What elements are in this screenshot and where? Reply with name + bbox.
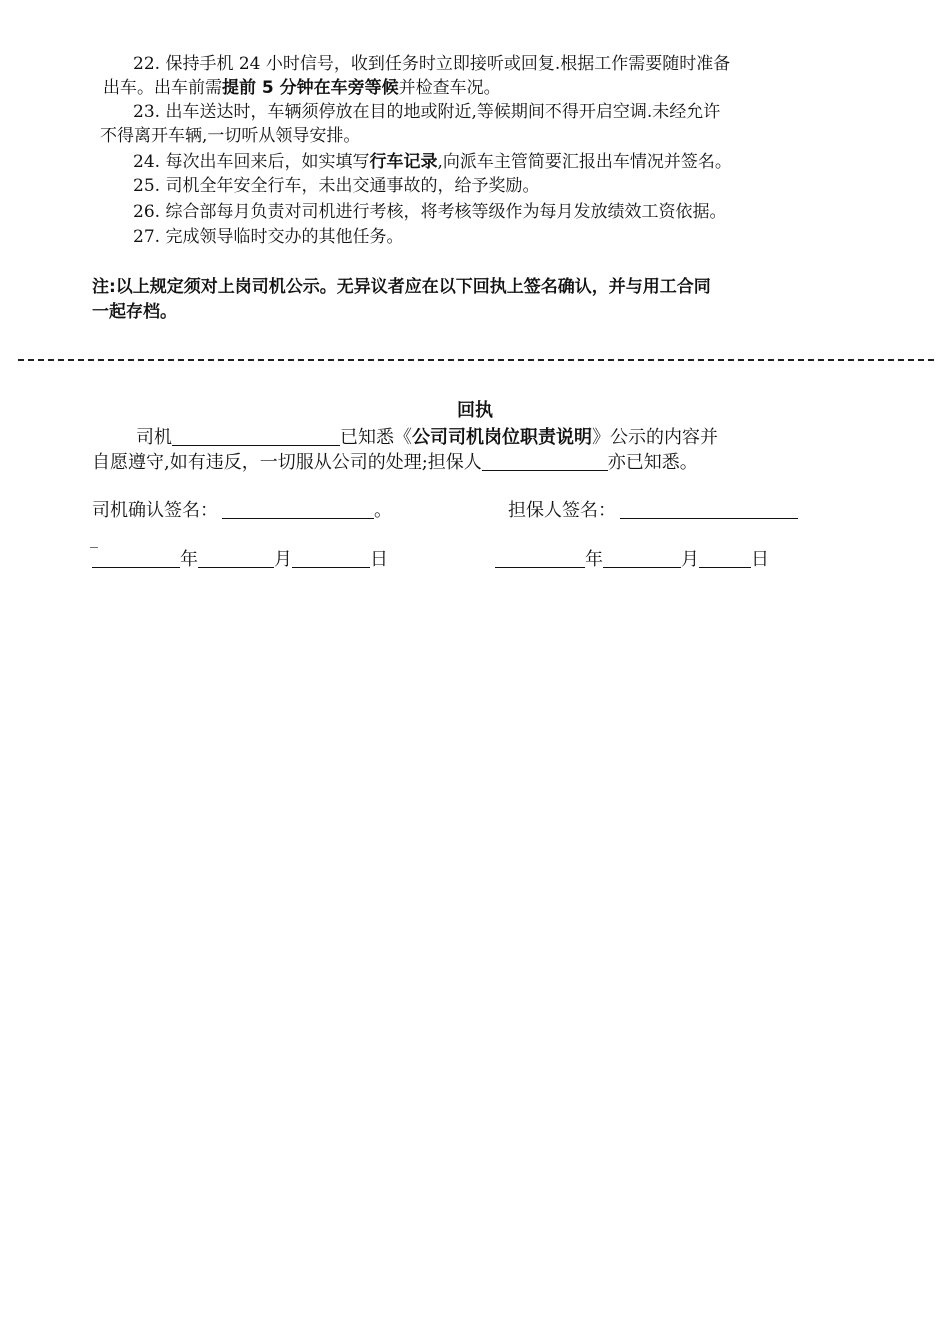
note-line1: 注:以上规定须对上岗司机公示。无异议者应在以下回执上签名确认，并与用工合同 [92, 277, 711, 297]
rule-24-text: 每次出车回来后，如实填写 [165, 152, 370, 172]
rule-22-line1 [133, 52, 730, 76]
rule-23-line1 [133, 100, 720, 124]
receipt-line2-end: 亦已知悉。 [607, 452, 698, 473]
driver-date-year-blank[interactable] [92, 549, 180, 568]
rule-25-text: 司机全年安全行车，未出交通事故的，给予奖励。 [165, 176, 540, 196]
receipt-title: 回执 [457, 400, 493, 421]
guarantor-sign-label: 担保人签名： [508, 500, 616, 521]
receipt-text2: 》公示的内容并 [592, 427, 718, 448]
driver-day-label: 日 [370, 549, 388, 570]
driver-date-month-blank[interactable] [198, 549, 274, 568]
rule-25-number: 25. [133, 176, 161, 196]
driver-sign-label: 司机确认签名： [92, 500, 218, 521]
rule-27-text: 完成领导临时交办的其他任务。 [165, 227, 404, 247]
rule-27-line [133, 225, 403, 249]
guarantor-signature-blank[interactable] [620, 500, 798, 519]
receipt-text1: 已知悉《 [340, 427, 412, 448]
rule-26-number: 26. [133, 202, 161, 222]
receipt-doc-name: 公司司机岗位职责说明 [412, 427, 592, 448]
guarantor-month-label: 月 [681, 549, 699, 570]
guarantor-name-blank[interactable] [482, 452, 608, 471]
guarantor-signature-row [508, 499, 798, 523]
driver-signature-row [92, 499, 392, 523]
rule-22-number: 22. [133, 54, 161, 74]
guarantor-date-row [495, 548, 769, 572]
rule-22-text: 保持手机 24 小时信号，收到任务时立即接听或回复.根据工作需要随时准备 [165, 54, 731, 74]
rule-25-line [133, 174, 539, 198]
rule-23-text-cont: 不得离开车辆,一切听从领导安排。 [100, 126, 361, 146]
rule-23-number: 23. [133, 102, 161, 122]
cut-line-divider [18, 359, 934, 361]
rule-24-text-end: ,向派车主管简要汇报出车情况并签名。 [437, 152, 732, 172]
driver-sign-end: 。 [374, 500, 392, 521]
rule-24-line [133, 150, 732, 174]
driver-year-label: 年 [180, 549, 198, 570]
receipt-driver-label: 司机 [136, 427, 172, 448]
driver-date-day-blank[interactable] [292, 549, 370, 568]
rule-22-text-cont: 出车。出车前需 [103, 78, 222, 98]
guarantor-date-year-blank[interactable] [495, 549, 585, 568]
rule-26-line [133, 200, 726, 224]
guarantor-date-month-blank[interactable] [603, 549, 681, 568]
driver-signature-blank[interactable] [222, 500, 374, 519]
rule-22-emphasis: 提前 5 分钟在车旁等候 [222, 78, 399, 98]
driver-name-blank[interactable] [172, 427, 340, 446]
rule-22-line2 [103, 76, 501, 100]
rule-24-emphasis: 行车记录 [369, 152, 438, 172]
receipt-line2 [92, 451, 698, 475]
driver-month-label: 月 [274, 549, 292, 570]
rule-27-number: 27. [133, 227, 161, 247]
note-line2: 一起存档。 [92, 302, 177, 322]
receipt-line2-text: 自愿遵守,如有违反，一切服从公司的处理;担保人 [92, 452, 482, 473]
receipt-line1 [136, 426, 718, 450]
rule-23-text: 出车送达时，车辆须停放在目的地或附近,等候期间不得开启空调.未经允许 [165, 102, 721, 122]
guarantor-year-label: 年 [585, 549, 603, 570]
guarantor-day-label: 日 [751, 549, 769, 570]
rule-24-number: 24. [133, 152, 161, 172]
rule-23-line2 [100, 124, 360, 148]
driver-date-row [92, 548, 388, 572]
stray-underscore: _ [90, 529, 98, 548]
guarantor-date-day-blank[interactable] [699, 549, 751, 568]
rule-26-text: 综合部每月负责对司机进行考核，将考核等级作为每月发放绩效工资依据。 [165, 202, 727, 222]
rule-22-text-end: 并检查车况。 [398, 78, 501, 98]
